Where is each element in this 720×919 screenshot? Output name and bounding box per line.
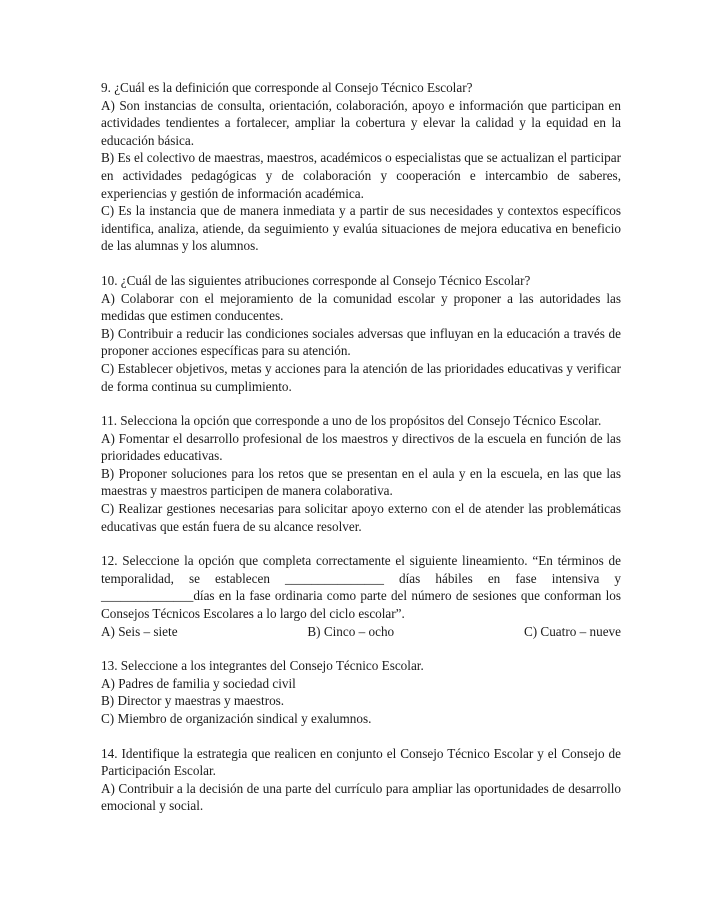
answer-option-b: B) Director y maestras y maestros. bbox=[101, 693, 285, 709]
answer-option-a: A) Padres de familia y sociedad civil bbox=[101, 675, 296, 691]
answer-option-a: A) Fomentar el desarrollo profesional de los maestros y directivos de la escuela en función de las prioridades educativas. bbox=[101, 430, 621, 464]
answer-option-a: A) Colaborar con el mejoramiento de la comunidad escolar y proponer a las autoridades las medidas que estimen conducentes. bbox=[101, 290, 621, 324]
answer-option-c: C) Miembro de organización sindical y exalumnos. bbox=[101, 711, 372, 726]
answer-option-b: B) Es el colectivo de maestras, maestros, académicos o especialistas que se actualizan el participar en actividades pedagógicas y de colaboración y cooperación e intercambio de saberes, experiencias y gestión de información académica. bbox=[101, 150, 621, 201]
question-stem: 9. ¿Cuál es la definición que corresponde al Consejo Técnico Escolar? bbox=[101, 80, 473, 95]
answer-option-c: C) Realizar gestiones necesarias para solicitar apoyo externo con el de atender las problemáticas educativas que están fuera de su alcance resolver. bbox=[101, 501, 621, 534]
answer-option-a: A) Contribuir a la decisión de una parte del currículo para ampliar las oportunidades de desarrollo emocional y social. bbox=[101, 780, 621, 814]
question-11 bbox=[101, 412, 621, 535]
question-stem: 11. Selecciona la opción que corresponde a uno de los propósitos del Consejo Técnico Escolar. bbox=[101, 413, 602, 429]
answer-option-c: C) Es la instancia que de manera inmediata y a partir de sus necesidades y contextos específicos identifica, analiza, atiende, da seguimiento y evalúa situaciones de mejora educativa en beneficio de las alumnas y los alumnos. bbox=[101, 203, 621, 254]
inline-options bbox=[101, 623, 621, 641]
question-14 bbox=[101, 745, 621, 815]
answer-option-c: C) Establecer objetivos, metas y acciones para la atención de las prioridades educativas y verificar de forma continua su cumplimiento. bbox=[101, 360, 621, 394]
question-13 bbox=[101, 657, 621, 727]
answer-option-a: A) Son instancias de consulta, orientación, colaboración, apoyo e información que participan en actividades tendientes a fortalecer, ampliar la cobertura y elevar la calidad y la equidad en la educación básica. bbox=[101, 97, 621, 148]
answer-option-a: A) Seis – siete bbox=[101, 623, 178, 639]
answer-option-b: B) Proponer soluciones para los retos que se presentan en el aula y en la escuela, en las que las maestras y maestros participen de manera colaborativa. bbox=[101, 465, 621, 499]
question-12 bbox=[101, 552, 621, 640]
question-stem: 12. Seleccione la opción que completa correctamente el siguiente lineamiento. “En términos de temporalidad, se establecen _______________ días hábiles en fase intensiva y ______________días en la fase ordinaria como parte del número de sesiones que conforman los Consejos Técnicos Escolares a lo largo del ciclo escolar”. bbox=[101, 553, 621, 622]
question-stem: 14. Identifique la estrategia que realicen en conjunto el Consejo Técnico Escolar y el Consejo de Participación Escolar. bbox=[101, 745, 621, 779]
question-9 bbox=[101, 79, 621, 255]
question-stem: 10. ¿Cuál de las siguientes atribuciones corresponde al Consejo Técnico Escolar? bbox=[101, 272, 531, 288]
question-10 bbox=[101, 272, 621, 395]
answer-option-c: C) Cuatro – nueve bbox=[523, 623, 621, 639]
answer-option-b: B) Cinco – ocho bbox=[307, 623, 395, 639]
answer-option-b: B) Contribuir a reducir las condiciones sociales adversas que influyan en la educación a través de proponer acciones específicas para su atención. bbox=[101, 325, 621, 359]
question-stem: 13. Seleccione a los integrantes del Consejo Técnico Escolar. bbox=[101, 658, 424, 674]
